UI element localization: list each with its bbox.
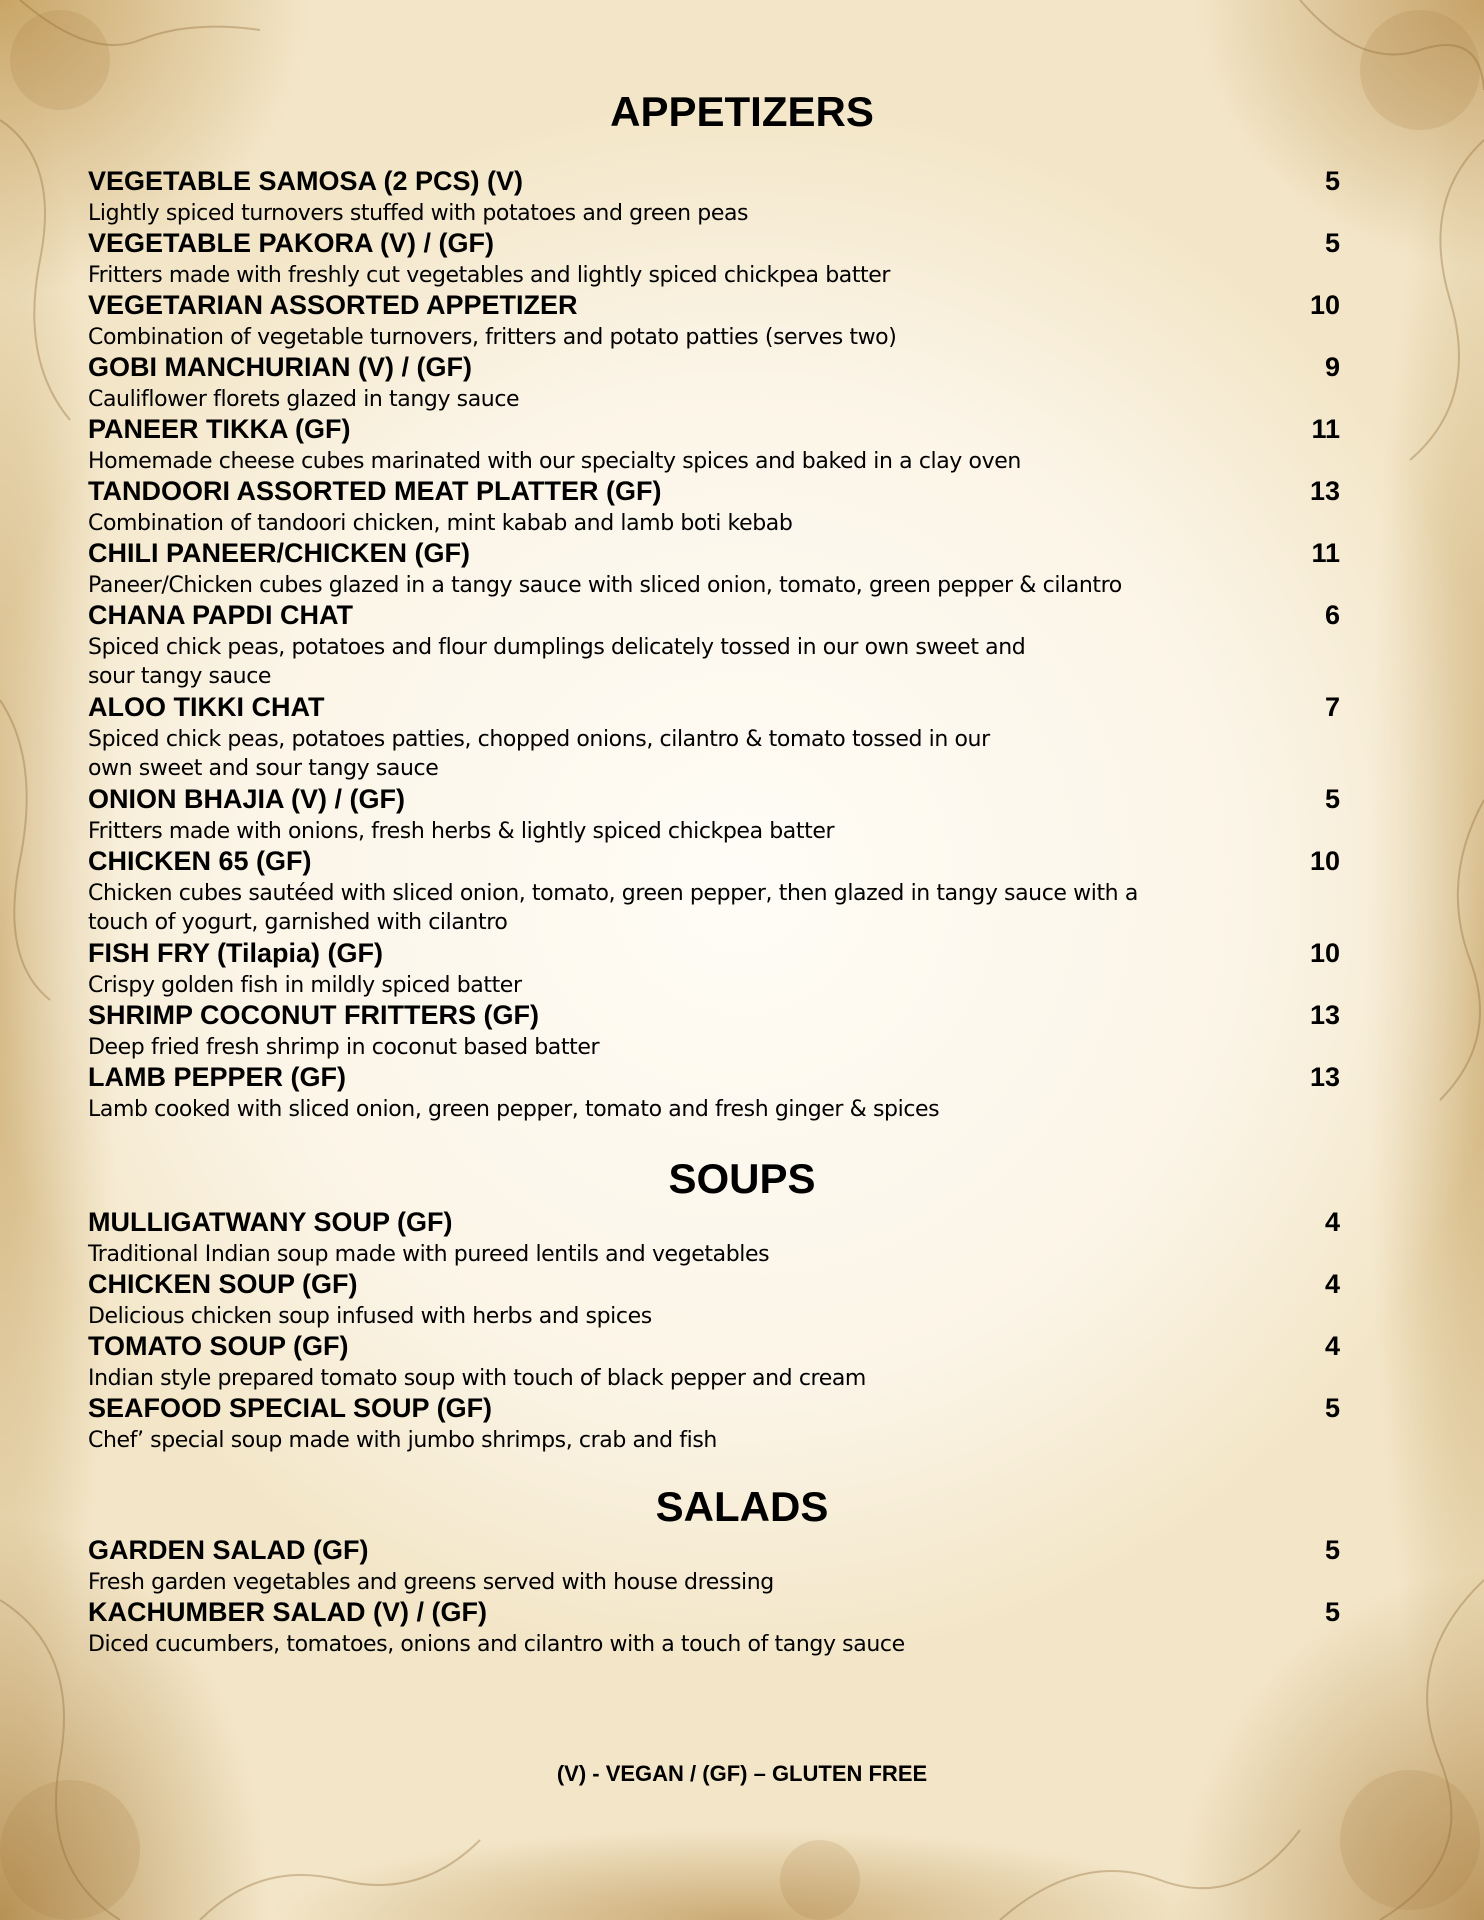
menu-item-price: 6 [1324, 600, 1340, 630]
menu-item-name: VEGETABLE PAKORA (V) / (GF) [88, 228, 494, 258]
menu-item-price: 4 [1324, 1207, 1340, 1237]
menu-item-price: 4 [1324, 1269, 1340, 1299]
menu-item-description: Traditional Indian soup made with pureed lentils and vegetables [88, 1242, 770, 1267]
menu-item-description: Combination of vegetable turnovers, fritters and potato patties (serves two) [88, 325, 897, 350]
menu-item-description: Chicken cubes sautéed with sliced onion, tomato, green pepper, then glazed in tangy sauce with a [88, 881, 1138, 906]
menu-item-description: Combination of tandoori chicken, mint kabab and lamb boti kebab [88, 511, 793, 536]
menu-item-name: GOBI MANCHURIAN (V) / (GF) [88, 352, 472, 382]
menu-item-description: Fritters made with onions, fresh herbs & lightly spiced chickpea batter [88, 819, 835, 844]
menu-item-description: Diced cucumbers, tomatoes, onions and cilantro with a touch of tangy sauce [88, 1632, 905, 1657]
menu-item-price: 5 [1324, 228, 1340, 258]
menu-item-price: 13 [1309, 1000, 1340, 1030]
menu-item-name: LAMB PEPPER (GF) [88, 1062, 347, 1092]
menu-item-price: 5 [1324, 1393, 1340, 1423]
menu-item-description: own sweet and sour tangy sauce [88, 756, 439, 781]
menu-item-price: 10 [1309, 846, 1340, 876]
menu-item-description: Homemade cheese cubes marinated with our specialty spices and baked in a clay oven [88, 449, 1021, 474]
menu-item-description: Fritters made with freshly cut vegetables and lightly spiced chickpea batter [88, 263, 891, 288]
menu-item-price: 4 [1324, 1331, 1340, 1361]
menu-item-name: CHANA PAPDI CHAT [88, 600, 353, 630]
menu-item-description: Spiced chick peas, potatoes and flour dumplings delicately tossed in our own sweet and [88, 635, 1026, 660]
menu-item-price: 5 [1324, 166, 1340, 196]
menu-item-description: sour tangy sauce [88, 664, 272, 689]
menu-item-description: Crispy golden fish in mildly spiced batter [88, 973, 522, 998]
menu-item-name: CHICKEN 65 (GF) [88, 846, 312, 876]
menu-item-price: 9 [1324, 352, 1340, 382]
menu-item-name: KACHUMBER SALAD (V) / (GF) [88, 1597, 487, 1627]
menu-item-price: 11 [1311, 538, 1340, 568]
menu-item-description: Paneer/Chicken cubes glazed in a tangy sauce with sliced onion, tomato, green pepper & cilantro [88, 573, 1122, 598]
menu-item-name: MULLIGATWANY SOUP (GF) [88, 1207, 453, 1237]
menu-item-description: Deep fried fresh shrimp in coconut based batter [88, 1035, 600, 1060]
menu-item-name: CHICKEN SOUP (GF) [88, 1269, 358, 1299]
menu-item-name: PANEER TIKKA (GF) [88, 414, 351, 444]
menu-item-price: 7 [1324, 692, 1340, 722]
menu-item-name: VEGETARIAN ASSORTED APPETIZER [88, 290, 578, 320]
section-title: SALADS [655, 1483, 829, 1530]
menu-item-description: Lamb cooked with sliced onion, green pepper, tomato and fresh ginger & spices [88, 1097, 940, 1122]
dietary-legend: (V) - VEGAN / (GF) – GLUTEN FREE [556, 1761, 928, 1786]
menu-item-description: Cauliflower florets glazed in tangy sauce [88, 387, 520, 412]
menu-item-name: VEGETABLE SAMOSA (2 PCS) (V) [88, 166, 524, 196]
menu-item-description: Chef’ special soup made with jumbo shrimps, crab and fish [88, 1428, 717, 1453]
menu-item-price: 13 [1309, 1062, 1340, 1092]
menu-item-description: Spiced chick peas, potatoes patties, chopped onions, cilantro & tomato tossed in our [88, 727, 990, 752]
menu-item-name: SHRIMP COCONUT FRITTERS (GF) [88, 1000, 539, 1030]
menu-item-price: 5 [1324, 784, 1340, 814]
menu-item-description: Fresh garden vegetables and greens served with house dressing [88, 1570, 774, 1595]
menu-item-name: TANDOORI ASSORTED MEAT PLATTER (GF) [88, 476, 662, 506]
menu-item-price: 5 [1324, 1597, 1340, 1627]
menu-item-name: GARDEN SALAD (GF) [88, 1535, 369, 1565]
menu-item-name: SEAFOOD SPECIAL SOUP (GF) [88, 1393, 493, 1423]
menu-item-name: ALOO TIKKI CHAT [88, 692, 325, 722]
section-title: APPETIZERS [610, 88, 874, 135]
menu-item-price: 13 [1309, 476, 1340, 506]
menu-item-description: Lightly spiced turnovers stuffed with potatoes and green peas [88, 201, 749, 226]
menu-item-description: Delicious chicken soup infused with herbs and spices [88, 1304, 652, 1329]
menu-item-price: 5 [1324, 1535, 1340, 1565]
menu-item-name: TOMATO SOUP (GF) [88, 1331, 349, 1361]
menu-item-price: 10 [1309, 290, 1340, 320]
menu-item-price: 10 [1309, 938, 1340, 968]
section-title: SOUPS [668, 1155, 816, 1202]
menu-item-name: CHILI PANEER/CHICKEN (GF) [88, 538, 470, 568]
menu-item-description: Indian style prepared tomato soup with touch of black pepper and cream [88, 1366, 866, 1391]
menu-item-price: 11 [1311, 414, 1340, 444]
menu-item-name: FISH FRY (Tilapia) (GF) [88, 938, 384, 968]
menu-item-description: touch of yogurt, garnished with cilantro [88, 910, 508, 935]
menu-item-name: ONION BHAJIA (V) / (GF) [88, 784, 405, 814]
